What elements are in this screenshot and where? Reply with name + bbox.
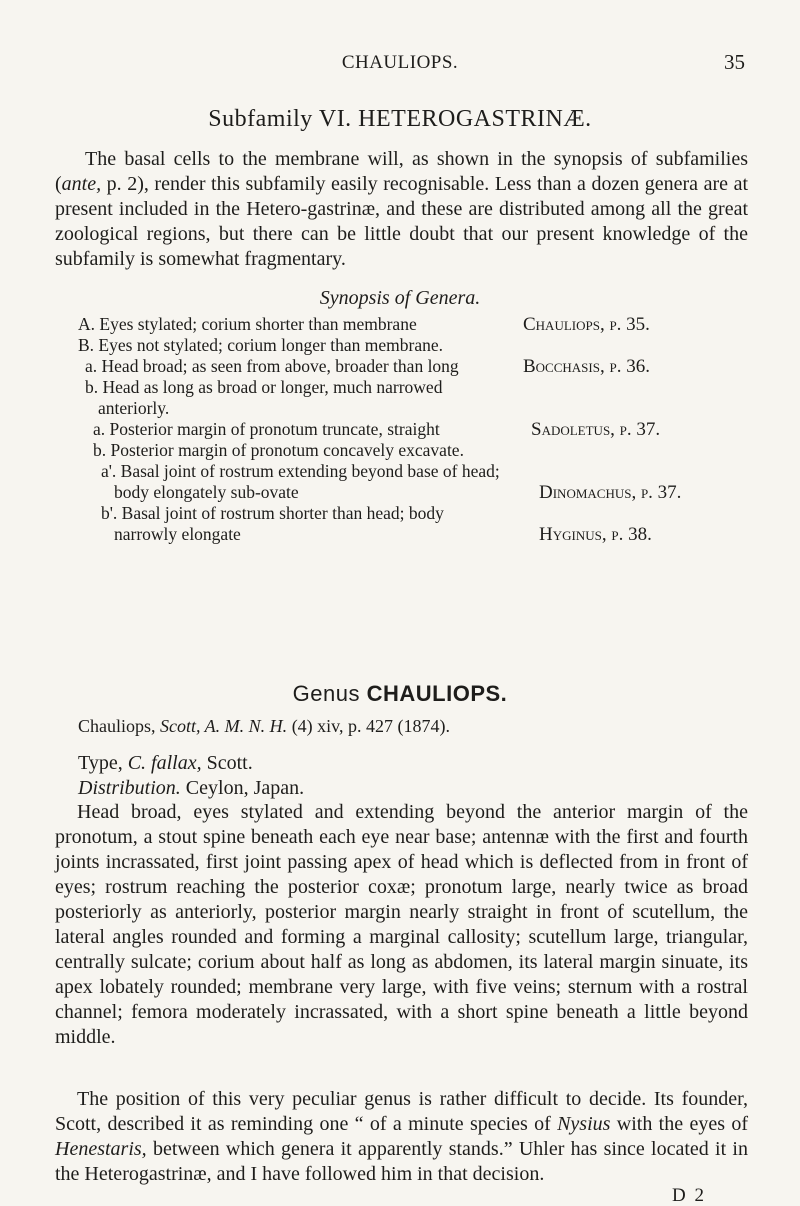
type-author: Scott. [206, 752, 253, 774]
key-row [78, 503, 748, 545]
genus-heading [0, 681, 800, 707]
intro-paragraph [55, 147, 748, 272]
key-text: a. Head broad; as seen from above, broader than long [85, 356, 459, 376]
closing-text-2: with the eyes of [610, 1113, 748, 1135]
citation-genus: Chauliops, [78, 716, 156, 736]
key-text: B. Eyes not stylated; corium longer than membrane. [78, 335, 443, 355]
key-result: Dinomachus, p. 37. [539, 482, 682, 503]
genus-name: CHAULIOPS. [366, 681, 508, 706]
key-row [78, 356, 748, 377]
genus-prefix: Genus [292, 681, 360, 706]
key-row [78, 314, 748, 335]
closing-text-3: between which genera it apparently stands.” Uhler has since located it in the Heterogastrinæ, and I have followed him in that decision. [55, 1138, 748, 1185]
page-header [0, 48, 800, 78]
citation-rest: (4) xiv, p. 427 (1874). [291, 716, 450, 736]
key-row [78, 335, 748, 356]
key-row [78, 440, 748, 461]
distribution-text: Ceylon, Japan. [185, 777, 305, 799]
genera-key [78, 314, 748, 545]
signature-mark: D 2 [672, 1185, 706, 1206]
subfamily-title: Subfamily VI. HETEROGASTRINÆ. [208, 106, 592, 132]
citation-ref: Scott, A. M. N. H. [160, 716, 288, 736]
intro-text-1: The basal cells to the membrane will, as shown in the synopsis of subfamilies ( [55, 148, 748, 195]
key-text: b. Head as long as broad or longer, much narrowed anteriorly. [85, 377, 443, 418]
synopsis-heading: Synopsis of Genera. [319, 287, 481, 309]
type-label: Type, [78, 752, 123, 774]
key-row [78, 377, 748, 419]
distribution-label: Distribution. [78, 777, 181, 799]
key-result: Sadoletus, p. 37. [531, 419, 661, 440]
genus-description: Head broad, eyes stylated and extending beyond the anterior margin of the pronotum, a stout spine beneath each eye near base; antennæ with the first and fourth joints incrassated, first joint passing apex of head which is deflected from in front of eyes; rostrum reaching the posterior coxæ; pronotum large, nearly twice as broad posteriorly as anteriorly, posterior margin nearly straight in front of scutellum, the lateral angles rounded and forming a marginal callosity; scutellum large, triangular, centrally sulcate; corium about half as long as abdomen, its lateral margin sinuate, its apex lobately rounded; membrane very large, with five veins; sternum with a rostral channel; femora moderately incrassated, with a short spine beneath a little beyond middle. [55, 801, 748, 1048]
key-text: A. Eyes stylated; corium shorter than membrane [78, 314, 417, 334]
key-row [78, 419, 748, 440]
closing-nysius: Nysius [557, 1113, 611, 1135]
key-result: Bocchasis, p. 36. [523, 356, 650, 377]
key-text: a. Posterior margin of pronotum truncate, straight [93, 419, 440, 439]
key-result: Chauliops, p. 35. [523, 314, 650, 335]
type-line [78, 752, 253, 775]
closing-text-1: The position of this very peculiar genus is rather difficult to decide. Its founder, Scott, described it as reminding one “ of a minute species of [55, 1088, 748, 1135]
key-text: b. Posterior margin of pronotum concavely excavate. [93, 440, 464, 460]
type-species: C. fallax, [127, 752, 202, 774]
closing-paragraph [55, 1087, 748, 1187]
closing-henestaris: Henestaris, [55, 1138, 147, 1160]
key-result: Hyginus, p. 38. [539, 524, 652, 545]
page-number: 35 [724, 50, 745, 74]
intro-ante: ante, [61, 173, 102, 195]
key-text: b'. Basal joint of rostrum shorter than head; body narrowly elongate [101, 503, 444, 544]
intro-text-2: p. 2), render this subfamily easily recognisable. Less than a dozen genera are at present included in the Hetero-gastrinæ, and these are distributed among all the great zoological regions, but there can be little doubt that our present knowledge of the subfamily is somewhat fragmentary. [55, 173, 748, 270]
genus-citation [78, 716, 450, 737]
key-row [78, 461, 748, 503]
distribution-line [78, 777, 304, 800]
running-head: CHAULIOPS. [341, 52, 459, 73]
key-text: a'. Basal joint of rostrum extending beyond base of head; body elongately sub-ovate [101, 461, 500, 502]
